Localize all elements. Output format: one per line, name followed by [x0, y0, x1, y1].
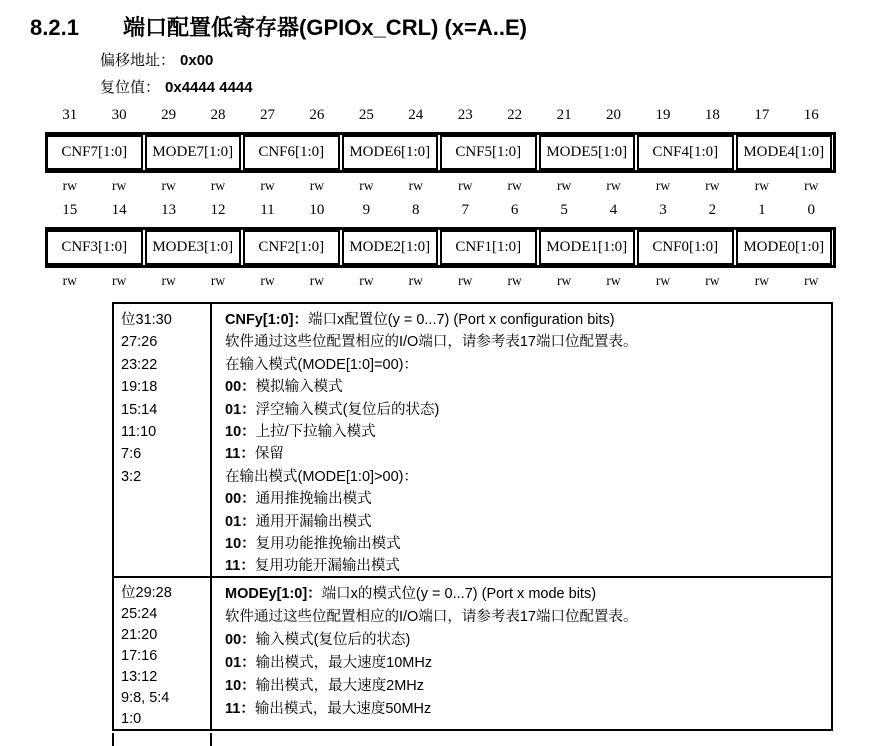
access-type-label: rw — [112, 273, 127, 288]
bit-numbers-row-high — [45, 106, 836, 124]
bit-number: 19 — [655, 107, 671, 123]
bit-range-line: 7:6 — [121, 446, 142, 463]
bit-number: 31 — [62, 107, 78, 123]
description-term: 01： — [225, 513, 256, 530]
access-type-label: rw — [62, 178, 77, 193]
bit-range-column — [114, 578, 212, 729]
description-text: 输入模式(复位后的状态) — [255, 632, 411, 648]
description-text: 通用开漏输出模式 — [255, 513, 372, 530]
description-line — [225, 511, 823, 533]
bit-range-line: 15:14 — [121, 401, 158, 418]
bit-number: 3 — [659, 202, 667, 218]
register-field-cell: CNF3[1:0] — [48, 230, 143, 265]
bit-number: 11 — [260, 202, 275, 218]
bit-range-line: 27:26 — [121, 334, 158, 351]
description-table — [112, 302, 833, 731]
bit-range-line: 19:18 — [121, 379, 158, 396]
bit-range-column — [114, 304, 212, 576]
register-field-cell: CNF1[1:0] — [440, 230, 537, 265]
access-type-label: rw — [507, 178, 522, 193]
description-line — [225, 488, 823, 510]
register-field-cell: CNF2[1:0] — [243, 230, 340, 265]
bit-number: 15 — [62, 202, 78, 218]
description-term: 11： — [225, 558, 255, 575]
description-text: 输出模式，最大速度10MHz — [255, 655, 433, 671]
description-text: 在输入模式(MODE[1:0]=00)： — [225, 356, 418, 373]
register-field-cell: CNF7[1:0] — [48, 135, 143, 170]
bit-number: 8 — [412, 202, 420, 218]
description-line — [225, 533, 823, 555]
register-field-cell: CNF4[1:0] — [637, 135, 734, 170]
bit-range-line: 9:8, 5:4 — [121, 690, 170, 706]
register-field-cell: MODE5[1:0] — [539, 135, 636, 170]
access-type-label: rw — [210, 273, 226, 288]
description-row-cnf — [114, 304, 831, 578]
description-line — [225, 376, 823, 398]
bit-range-line: 21:20 — [121, 627, 158, 643]
description-text: 软件通过这些位配置相应的I/O端口，请参考表17端口位配置表。 — [225, 334, 638, 351]
description-term: 11： — [225, 446, 255, 463]
description-term: 11： — [225, 701, 255, 717]
register-field-cell: MODE0[1:0] — [736, 230, 833, 265]
bit-number: 17 — [754, 107, 770, 123]
access-type-label: rw — [260, 178, 275, 193]
description-line — [225, 698, 823, 721]
description-line — [225, 675, 823, 698]
bit-number: 23 — [457, 107, 473, 123]
access-type-label: rw — [408, 178, 423, 193]
bit-number: 14 — [111, 202, 127, 218]
bit-range-line: 1:0 — [121, 711, 142, 727]
bit-number: 9 — [362, 202, 371, 218]
access-row-high — [45, 178, 836, 194]
description-line — [225, 399, 823, 421]
description-line — [225, 555, 823, 577]
description-line — [225, 421, 823, 443]
offset-address-line — [100, 49, 213, 70]
page-heading — [30, 11, 527, 42]
access-type-label: rw — [112, 178, 127, 193]
access-type-label: rw — [804, 178, 819, 193]
register-field-cell: CNF5[1:0] — [440, 135, 537, 170]
description-term: 00： — [225, 632, 256, 648]
description-term: 00： — [225, 491, 256, 508]
offset-address-label: 偏移地址： — [100, 52, 176, 69]
access-type-label: rw — [359, 273, 374, 288]
bit-number: 6 — [510, 202, 519, 218]
offset-address-value: 0x00 — [180, 52, 214, 69]
register-fields-row-low — [45, 227, 836, 268]
bit-range-line: 11:10 — [121, 424, 157, 441]
description-line — [225, 354, 823, 376]
description-text: 输出模式，最大速度2MHz — [255, 678, 425, 694]
bit-range-line: 位31:30 — [121, 312, 172, 328]
section-number: 8.2.1 — [30, 15, 79, 40]
bit-number: 26 — [309, 107, 325, 123]
description-line — [225, 466, 823, 488]
access-type-label: rw — [507, 273, 522, 288]
bit-number: 2 — [708, 202, 717, 218]
description-text: 端口x的模式位(y = 0...7) (Port x mode bits) — [321, 586, 597, 602]
reset-value-value: 0x4444 4444 — [165, 79, 253, 96]
access-type-label: rw — [804, 273, 819, 288]
access-type-label: rw — [210, 178, 226, 193]
register-field-cell: CNF6[1:0] — [243, 135, 340, 170]
table-continuation-border-divider — [210, 733, 212, 746]
access-type-label: rw — [655, 273, 671, 288]
access-type-label: rw — [309, 178, 325, 193]
table-continuation-border-left — [112, 733, 114, 746]
bit-range-line: 位29:28 — [121, 585, 172, 601]
access-type-label: rw — [754, 273, 769, 288]
description-text: 复用功能推挽输出模式 — [255, 536, 401, 553]
description-line — [225, 629, 823, 652]
description-content-column — [212, 578, 831, 729]
bit-number: 5 — [560, 202, 568, 218]
description-text: 上拉/下拉输入模式 — [255, 424, 376, 441]
bit-range-line: 25:24 — [121, 606, 158, 622]
bit-number: 22 — [507, 107, 523, 123]
bit-number: 21 — [556, 107, 572, 123]
access-type-label: rw — [705, 178, 720, 193]
access-type-label: rw — [359, 178, 374, 193]
access-type-label: rw — [705, 273, 720, 288]
description-term: CNFy[1:0]： — [225, 312, 308, 328]
bit-number: 30 — [111, 107, 127, 123]
access-type-label: rw — [606, 178, 621, 193]
description-term: 00： — [225, 379, 256, 396]
bit-number: 25 — [358, 107, 374, 123]
bit-number: 13 — [161, 202, 177, 218]
access-type-label: rw — [458, 178, 473, 193]
bit-numbers-row-low — [45, 201, 836, 219]
access-type-label: rw — [655, 178, 671, 193]
register-field-cell: MODE3[1:0] — [145, 230, 242, 265]
description-line — [225, 652, 823, 675]
description-content-column — [212, 304, 831, 576]
bit-number: 0 — [807, 202, 816, 218]
description-line — [225, 583, 823, 606]
description-text: 复用功能开漏输出模式 — [254, 558, 400, 575]
access-type-label: rw — [606, 273, 621, 288]
register-field-cell: MODE7[1:0] — [145, 135, 242, 170]
access-type-label: rw — [556, 178, 572, 193]
bit-number: 4 — [609, 202, 618, 218]
access-type-label: rw — [260, 273, 275, 288]
description-text: 通用推挽输出模式 — [255, 491, 372, 508]
register-fields-row-high — [45, 132, 836, 173]
bit-number: 7 — [461, 202, 469, 218]
description-line — [225, 331, 823, 353]
description-term: 01： — [225, 655, 256, 671]
access-type-label: rw — [161, 178, 176, 193]
description-term: 01： — [225, 401, 256, 418]
bit-range-line: 23:22 — [121, 356, 158, 373]
bit-number: 16 — [803, 107, 819, 123]
bit-range-line: 13:12 — [121, 669, 158, 685]
access-type-label: rw — [309, 273, 325, 288]
description-line — [225, 309, 823, 331]
description-text: 软件通过这些位配置相应的I/O端口，请参考表17端口位配置表。 — [225, 609, 638, 625]
description-term: 10： — [225, 678, 256, 694]
bit-number: 27 — [259, 107, 275, 123]
access-type-label: rw — [62, 273, 77, 288]
description-text: 端口x配置位(y = 0...7) (Port x configuration bits) — [307, 312, 615, 328]
bit-range-line: 3:2 — [121, 468, 142, 485]
description-text: 在输出模式(MODE[1:0]>00)： — [225, 468, 418, 485]
description-line — [225, 443, 823, 465]
description-row-mode — [114, 578, 831, 729]
reset-value-label: 复位值： — [100, 79, 161, 96]
register-field-cell: MODE1[1:0] — [539, 230, 636, 265]
access-type-label: rw — [754, 178, 769, 193]
access-type-label: rw — [556, 273, 572, 288]
description-text: 浮空输入模式(复位后的状态) — [255, 401, 440, 418]
description-line — [225, 606, 823, 629]
bit-number: 1 — [758, 202, 766, 218]
access-type-label: rw — [458, 273, 473, 288]
bit-number: 28 — [210, 107, 226, 123]
bit-number: 10 — [309, 202, 325, 218]
register-field-cell: CNF0[1:0] — [637, 230, 734, 265]
register-field-cell: MODE6[1:0] — [342, 135, 439, 170]
description-text: 保留 — [254, 446, 284, 463]
section-title: 端口配置低寄存器(GPIOx_CRL) (x=A..E) — [123, 15, 527, 40]
bit-number: 24 — [408, 107, 424, 123]
register-field-cell: MODE4[1:0] — [736, 135, 833, 170]
access-row-low — [45, 273, 836, 289]
register-field-cell: MODE2[1:0] — [342, 230, 439, 265]
description-text: 输出模式，最大速度50MHz — [254, 701, 432, 717]
description-text: 模拟输入模式 — [255, 379, 343, 396]
bit-number: 18 — [704, 107, 720, 123]
bit-number: 20 — [606, 107, 622, 123]
description-term: MODEy[1:0]： — [225, 586, 322, 602]
bit-number: 12 — [210, 202, 226, 218]
bit-number: 29 — [161, 107, 177, 123]
access-type-label: rw — [161, 273, 176, 288]
description-term: 10： — [225, 536, 256, 553]
access-type-label: rw — [408, 273, 423, 288]
description-term: 10： — [225, 424, 256, 441]
bit-range-line: 17:16 — [121, 648, 158, 664]
reset-value-line — [100, 76, 253, 97]
